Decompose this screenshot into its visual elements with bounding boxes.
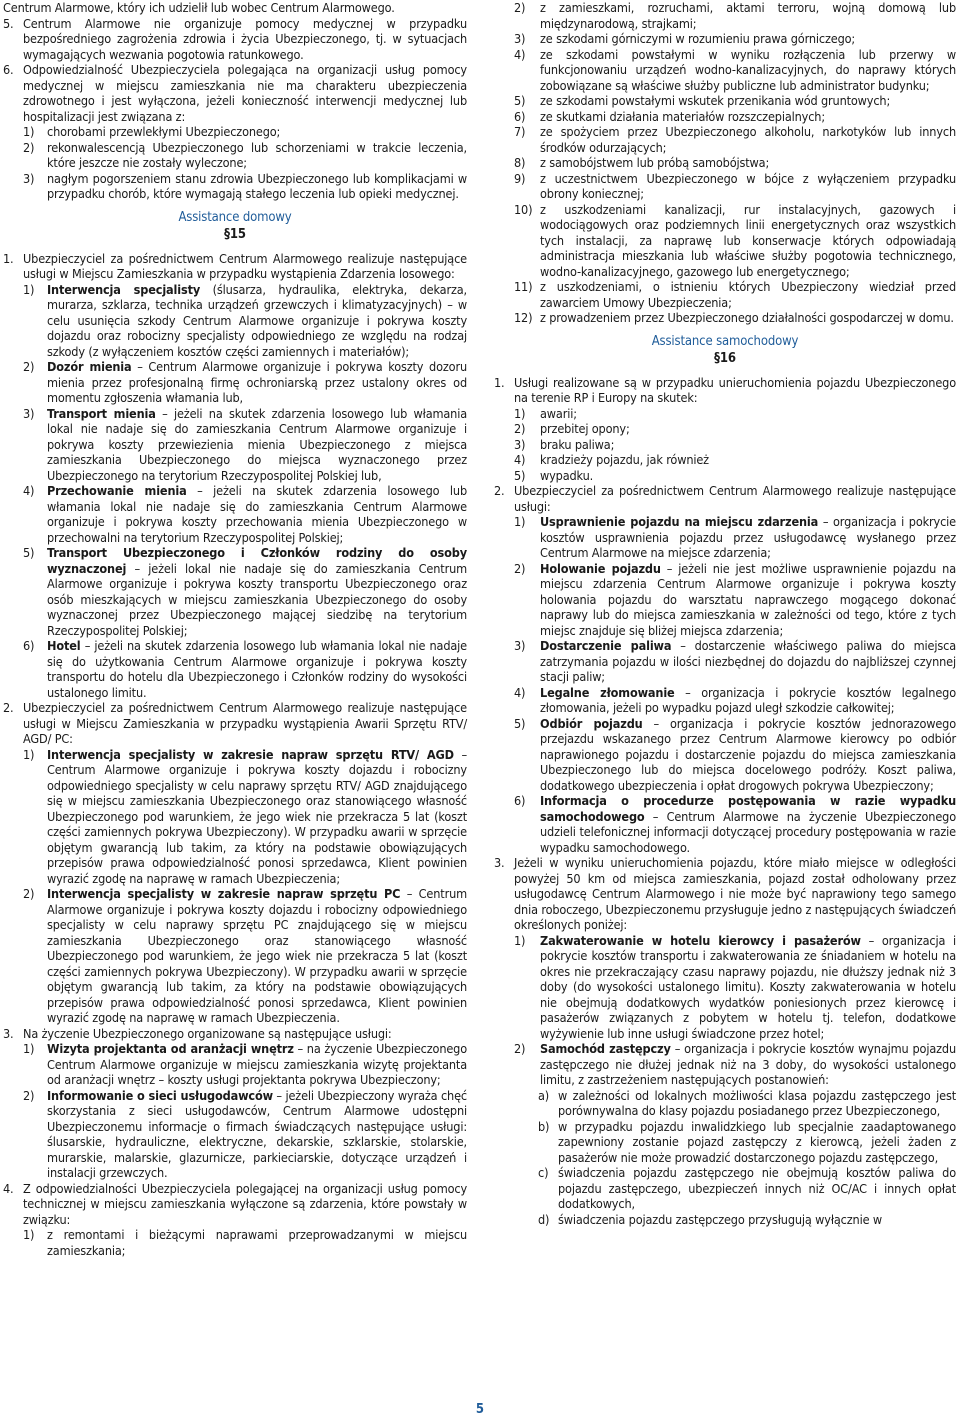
clause-6: 6. Odpowiedzialność Ubezpieczyciela polegająca na organizacji usług pomocy medycznej w miejscu zamieszkania nie ma charakteru ubezpieczenia zdrowotnego i jest wyłączona, jeżeli konieczność interwencji medycznej lub hospitalizacji jest związana z: [3, 62, 467, 124]
right-column [494, 0, 956, 1227]
list-item [514, 171, 956, 202]
list-item-text [540, 685, 956, 716]
list-item-text: wypadku. [540, 467, 594, 483]
list-item-number: 5) [514, 93, 526, 108]
list-item-body: – Centrum Alarmowe organizuje i pokrywa koszty dojazdu i robocizny odpowiedniego specjalisty w celu naprawy sprzętu PC znajdującego się w miejscu zamieszkania Ubezpieczonego oraz stanowiącego własność Ubezpieczonego pod warunkiem, że jego wiek nie przekracza 5 lat (koszt części zamiennych pokrywa Ubezpieczony). W przypadku awarii w sprzęcie objętym gwarancją lub takim, za który na podstawie obowiązujących przepisów prawa odpowiedzialność ponosi sprzedawca, Klient powinien wyrazić zgodę na naprawę w ramach Ubezpieczenia. [47, 886, 467, 1025]
list-item-text: z uszkodzeniami kanalizacji, rur instalacyjnych, gazowych i wodociągowych oraz podziemnych linii energetycznych oraz wszystkich tych instalacji, za naprawę lub konserwacje których odpowiadają administracja mieszkania lub właściwe służby pogotowia technicznego, wodno-kanalizacyjnego, gazowego lub energetycznego; [540, 201, 956, 279]
list-item [514, 421, 956, 437]
list-item-body: – dostarczenie właściwego paliwa do miejsca zatrzymania pojazdu w ilości niezbędnej do dojazdu do najbliższej czynnej stacji paliw; [540, 638, 956, 684]
list-item [538, 1088, 956, 1119]
list-item-body: – organizacja i pokrycie kosztów legalnego złomowania, jeżeli po wypadku pojazd uległ szkodzie całkowitej; [540, 684, 956, 715]
list-item-text [47, 406, 467, 484]
list-item-number: 2) [23, 359, 35, 374]
list-item-body: – jeżeli na skutek zdarzenia losowego lub włamania lokal nie nadaje się do zamieszkania Centrum Alarmowe organizuje i pokrywa koszty przechowania mienia Ubezpieczonego w przechowalni na terytorium Rzeczypospolitej Polskiej; [47, 483, 467, 545]
list-item-number: 3) [514, 638, 526, 653]
clause-16-3-sublist [494, 1088, 956, 1228]
clause-16-1: 1. Usługi realizowane są w przypadku unieruchomienia pojazdu Ubezpieczonego na terenie RP i Europy na skutek: [494, 374, 956, 405]
list-item [514, 685, 956, 716]
list-item [514, 452, 956, 468]
list-item [23, 545, 467, 638]
list-item-number: 2) [514, 0, 526, 15]
exclusions-continued-list [494, 0, 956, 326]
list-item [538, 1165, 956, 1212]
list-item-body: – Centrum Alarmowe na życzenie Ubezpieczonego udzieli telefonicznej informacji dotyczącej procedury postępowania w razie wypadku samochodowego. [540, 808, 956, 855]
list-item-number: 1) [23, 124, 35, 139]
list-item [23, 140, 467, 171]
list-item-text [47, 886, 467, 1026]
list-item-body: – jeżeli na skutek zdarzenia losowego lub włamania lokal nie nadaje się do zamieszkania Centrum Alarmowe organizuje i pokrywa koszty przewiezienia mienia Ubezpieczonego z miejsca zamieszkania Ubezpieczonego do miejsca wyznaczonego przez Ubezpieczonego na terytorium Rzeczypospolitej Polskiej lub, [47, 405, 467, 483]
list-item [514, 406, 956, 422]
list-item-number: 2) [23, 1087, 35, 1103]
list-item-text [47, 1088, 467, 1181]
list-item-body: – organizacja i pokrycie kosztów wynajmu pojazdu zastępczego nie dłużej jednak niż na 3 doby, do wysokości ustalonego limitu, z zastrzeżeniem następujących postanowień: [540, 1041, 956, 1087]
list-item-text: ze szkodami powstałymi w wyniku rozłączenia lub przerwy w funkcjonowaniu urządzeń wodno-kanalizacyjnych, do naprawy których zobowiązane są właściwe służby publiczne lub administrator budynku; [540, 46, 956, 93]
list-item-title: Dozór mienia [47, 359, 132, 374]
list-item-number: 4) [514, 684, 526, 700]
list-item [23, 124, 467, 140]
list-item-number: 3) [514, 436, 526, 452]
list-item-text: świadczenia pojazdu zastępczego przysługują wyłącznie w [558, 1211, 882, 1227]
section-heading-home: Assistance domowy [178, 209, 292, 225]
list-item-number: 5) [23, 545, 35, 560]
list-item-number: 5) [514, 467, 526, 483]
list-item-body: (ślusarza, hydraulika, elektryka, dekarza, murarza, szklarza, technika urządzeń grzewczych i klimatyzacyjnych) – w celu usunięcia szkody Centrum Alarmowe organizuje i pokrywa koszty dojazdu oraz robocizny specjalisty odpowiedniego ze względu na rodzaj szkody (z wyłączeniem kosztów części zamiennych i materiałów); [47, 281, 467, 359]
list-item-number: 3) [23, 405, 35, 421]
list-item-text [47, 638, 467, 700]
clause-16-2: 2. Ubezpieczyciel za pośrednictwem Centrum Alarmowego realizuje następujące usługi: [494, 483, 956, 514]
list-item-text: chorobami przewlekłymi Ubezpieczonego; [47, 124, 281, 139]
list-item [23, 638, 467, 700]
list-item-number: 2) [23, 886, 35, 901]
list-item [23, 886, 467, 1026]
list-item-number: 4) [514, 452, 526, 467]
list-item-number: 1) [23, 746, 35, 762]
list-item-text: ze spożyciem przez Ubezpieczonego alkoholu, narkotyków lub innych środków odurzających; [540, 124, 956, 155]
list-item-text: świadczenia pojazdu zastępczego nie obejmują kosztów paliwa do pojazdu zastępczego, ubezpieczeń innych niż OC/AC i innych opłat dodatkowych, [558, 1165, 956, 1211]
list-item [514, 109, 956, 125]
clause-15-3: 3. Na życzenie Ubezpieczonego organizowane są następujące usługi: [3, 1025, 392, 1041]
list-item-number: 1) [514, 514, 526, 529]
list-item-title: Wizyta projektanta od aranżacji wnętrz [47, 1041, 294, 1056]
clause-15-4: 4. Z odpowiedzialności Ubezpieczyciela polegającej na organizacji usług pomocy technicznej w miejscu zamieszkania wyłączone są zdarzenia, które powstały w związku: [3, 1180, 467, 1227]
list-item-text: nagłym pogorszeniem stanu zdrowia Ubezpieczonego lub komplikacjami w przypadku chorób, które wymagają stałego leczenia lub opieki medycznej. [47, 170, 467, 201]
list-item-text [47, 483, 467, 545]
list-item-number: 2) [514, 560, 526, 576]
list-item-number: c) [538, 1165, 549, 1180]
list-item-title: Informowanie o sieci usługodawców [47, 1087, 273, 1103]
list-item-title: Transport Ubezpieczonego i Członków rodziny do osoby wyznaczonej [47, 545, 467, 576]
clause-16-2-list [494, 514, 956, 855]
list-item-text: w przypadku pojazdu inwalidzkiego lub specjalnie zaadaptowanego zapewniony zostanie pojazd zastępczy z kierowcą, jeżeli żaden z pasażerów nie może prowadzić dostarczonego pojazdu zastępczego, [558, 1118, 956, 1165]
list-item-text [47, 1041, 467, 1088]
list-item-title: Zakwaterowanie w hotelu kierowcy i pasażerów [540, 932, 861, 948]
list-item-number: 5) [514, 715, 526, 731]
list-item [23, 747, 467, 887]
clause-16-3: 3. Jeżeli w wyniku unieruchomienia pojazdu, które miało miejsce w odległości powyżej 50 km od miejsca zamieszkania, pojazd został odholowany przez usługodawcę Centrum Alarmowego i nie może być naprawiony tego samego dnia roboczego, Ubezpieczonemu przysługuje jedno z następujących świadczeń określonych poniżej: [494, 855, 956, 932]
list-item-text: z zamieszkami, rozruchami, aktami terroru, wojną domową lub międzynarodową, strajkami; [540, 0, 956, 31]
list-item-title: Informacja o procedurze postępowania w razie wypadku samochodowego [540, 793, 956, 824]
list-item [514, 793, 956, 855]
list-item-text: awarii; [540, 405, 577, 421]
list-item-number: 7) [514, 124, 526, 139]
list-item-number: 1) [23, 1227, 35, 1242]
list-item-text: w zależności od lokalnych możliwości klasa pojazdu zastępczego jest porównywalna do klasy pojazdu posiadanego przez Ubezpieczonego, [558, 1087, 956, 1118]
list-item-number: b) [538, 1118, 550, 1134]
list-item-text [47, 282, 467, 360]
list-item [23, 406, 467, 484]
list-item-text [540, 1041, 956, 1088]
list-item [514, 310, 956, 326]
list-item-number: 8) [514, 155, 526, 170]
clause-15-2-list [3, 747, 467, 1026]
list-item [514, 31, 956, 47]
page-number: 5 [475, 1402, 485, 1417]
list-item [514, 155, 956, 171]
list-item-number: 3) [514, 31, 526, 46]
clause-15-1: 1. Ubezpieczyciel za pośrednictwem Centrum Alarmowego realizuje następujące usługi w Miejscu Zamieszkania w przypadku wystąpienia Zdarzenia losowego: [3, 250, 467, 281]
list-item-number: 6) [514, 793, 526, 808]
list-item-number: 2) [514, 421, 526, 436]
section-number-15: §15 [224, 227, 246, 242]
clause-15-4-list [3, 1227, 467, 1258]
list-item-number: 12) [514, 310, 533, 325]
list-item [538, 1119, 956, 1166]
list-item-title: Interwencja specjalisty w zakresie napraw sprzętu PC [47, 886, 401, 901]
list-item-body: – jeżeli lokal nie nadaje się do zamieszkania Centrum Alarmowe organizuje i pokrywa koszty transportu Ubezpieczonego oraz osób mieszkających w miejscu zamieszkania Ubezpieczonego do osoby wyznaczonej przez Ubezpieczonego mającej siedzibę na terytorium Rzeczypospolitej Polskiej; [47, 560, 467, 638]
list-item-text [540, 793, 956, 855]
list-item [514, 47, 956, 94]
list-item [514, 716, 956, 794]
clause-16-3-list [494, 933, 956, 1088]
list-item-text: ze skutkami działania materiałów rozszczepialnych; [540, 108, 825, 124]
list-item [514, 124, 956, 155]
list-item-number: d) [538, 1211, 550, 1227]
list-item-text: rekonwalescencją Ubezpieczonego lub schorzeniami w trakcie leczenia, które jeszcze nie zostały wyleczone; [47, 139, 467, 170]
section-number-16: §16 [714, 351, 736, 366]
clause-6-list [3, 124, 467, 202]
list-item-text: kradzieży pojazdu, jak również [540, 452, 709, 467]
list-item-body: – organizacja i pokrycie kosztów usprawnienia pojazdu przez usługodawcę wysłanego przez Centrum Alarmowe na miejsce zdarzenia; [540, 514, 956, 560]
list-item-number: 2) [23, 139, 35, 155]
list-item-text: braku paliwa; [540, 436, 615, 452]
list-item-body: – organizacja i pokrycie kosztów jednorazowego przejazdu wskazanego przez Centrum Alarmowe kierowcy po odbiór naprawionego pojazdu i dostarczenie pojazdu do miejsca zamieszkania Ubezpieczonego lub do miejsca docelowego podróży. Koszt paliwa, dodatkowego ubezpieczenia i opłat drogowych pokrywa Ubezpieczony; [540, 715, 956, 793]
list-item-title: Holowanie pojazdu [540, 560, 661, 576]
list-item-title: Legalne złomowanie [540, 684, 675, 700]
list-item [23, 1227, 467, 1258]
list-item-number: 6) [514, 108, 526, 124]
list-item-title: Przechowanie mienia [47, 483, 187, 498]
list-item-number: 10) [514, 201, 533, 217]
clause-15-1-list [3, 282, 467, 701]
clause-5: 5. Centrum Alarmowe nie organizuje pomocy medycznej w przypadku bezpośredniego zagrożenia zdrowia i życia Ubezpieczonego, tj. w sytuacjach wymagających wezwania pogotowia ratunkowego. [3, 15, 467, 62]
list-item-title: Dostarczenie paliwa [540, 638, 672, 653]
list-item-body: – Centrum Alarmowe organizuje i pokrywa koszty dozoru mienia przez profesjonalną firmę ochroniarską przez ustalony okres od momentu zgłoszenia włamania lub, [47, 359, 467, 405]
list-item [514, 93, 956, 109]
list-item-text [47, 747, 467, 887]
list-item-number: 4) [514, 46, 526, 62]
list-item [514, 933, 956, 1042]
list-item [514, 638, 956, 685]
intro-text: Centrum Alarmowe, który ich udzielił lub wobec Centrum Alarmowego. [3, 0, 395, 15]
list-item-text: z uczestnictwem Ubezpieczonego w bójce z wyłączeniem przypadku obrony koniecznej; [540, 170, 956, 201]
list-item-number: 4) [23, 483, 35, 498]
list-item-text: przebitej opony; [540, 421, 630, 436]
list-item [514, 561, 956, 639]
clause-15-3-list [3, 1041, 467, 1181]
list-item [23, 282, 467, 360]
list-item-body: – organizacja i pokrycie kosztów transportu i zakwaterowania ze śniadaniem w hotelu na okres nie przekraczający czasu naprawy pojazdu, nie dłuższy jednak niż 3 doby (do wysokości ustalonego limitu). Koszty zakwaterowania w hotelu nie obejmują dodatkowych wydatków poniesionych przez kierowcę i pasażerów związanych z pobytem w hotelu tj. telefon, dodatkowe wyżywienie lub inne usługi świadczone przez hotel; [540, 932, 957, 1041]
list-item-text [47, 545, 467, 638]
list-item [538, 1212, 956, 1228]
list-item-text: z uszkodzeniami, o istnieniu których Ubezpieczony wiedział przed zawarciem Umowy Ubezpieczenia; [540, 279, 956, 310]
list-item-number: 2) [514, 1041, 526, 1056]
list-item-number: 9) [514, 170, 526, 186]
list-item-title: Usprawnienie pojazdu na miejscu zdarzenia [540, 514, 819, 529]
list-item-number: 1) [514, 405, 526, 421]
list-item-text [47, 359, 467, 406]
list-item-title: Hotel [47, 638, 81, 653]
list-item-text: z remontami i bieżącymi naprawami przeprowadzanymi w miejscu zamieszkania; [47, 1227, 467, 1258]
list-item-text [540, 933, 956, 1042]
list-item-text: z samobójstwem lub próbą samobójstwa; [540, 155, 770, 170]
list-item-body: – na życzenie Ubezpieczonego Centrum Alarmowe organizuje w miejscu zamieszkania wizytę projektanta od aranżacji wnętrz – koszty usługi projektanta pokrywa Ubezpieczony; [47, 1041, 467, 1087]
list-item-body: – jeżeli Ubezpieczony wyraża chęć skorzystania z sieci usługodawców, Centrum Alarmowe udostępni Ubezpieczonemu informacje o firmach świadczących następujące usługi: ślusarskie, hydrauliczne, elektryczne, dekarskie, szklarskie, stolarskie, murarskie, malarskie, glazurnicze, parkieciarskie, dotyczące urządzeń i instalacji grzewczych. [47, 1087, 467, 1180]
clause-16-1-list [494, 406, 956, 484]
list-item-number: 1) [514, 932, 526, 948]
list-item-text [540, 514, 956, 561]
list-item [23, 1041, 467, 1088]
list-item [23, 483, 467, 545]
list-item-text: ze szkodami powstałymi wskutek przenikania wód gruntowych; [540, 93, 891, 108]
list-item-title: Interwencja specjalisty w zakresie napraw sprzętu RTV/ AGD [47, 746, 454, 762]
list-item-text: z prowadzeniem przez Ubezpieczonego działalności gospodarczej w domu. [540, 310, 954, 325]
list-item-text [540, 638, 956, 685]
list-item [514, 514, 956, 561]
list-item-body: – jeżeli na skutek zdarzenia losowego lub włamania lokal nie nadaje się do użytkowania Centrum Alarmowe organizuje i pokrywa koszty transportu do hotelu dla Ubezpieczonego i Członków rodziny do wysokości ustalonego limitu. [47, 638, 467, 700]
list-item [23, 1088, 467, 1181]
list-item-number: 1) [23, 1041, 35, 1056]
left-column [3, 0, 467, 1258]
list-item-body: – Centrum Alarmowe organizuje i pokrywa koszty dojazdu i robocizny odpowiedniego specjalisty w celu naprawy sprzętu RTV/ AGD znajdującego się w miejscu zamieszkania Ubezpieczonego oraz stanowiącego własność Ubezpieczonego pod warunkiem, że jego wiek nie przekracza 5 lat (koszt części zamiennych pokrywa Ubezpieczony). W przypadku awarii w sprzęcie objętym gwarancją lub takim, za który na podstawie obowiązujących przepisów prawa odpowiedzialność ponosi sprzedawca, Klient powinien wyrazić zgodę na naprawę w ramach Ubezpieczenia; [47, 746, 467, 886]
list-item-title: Samochód zastępczy [540, 1041, 671, 1056]
list-item [514, 1041, 956, 1088]
list-item-title: Odbiór pojazdu [540, 715, 643, 731]
list-item [514, 279, 956, 310]
list-item [514, 0, 956, 31]
clause-15-2: 2. Ubezpieczyciel za pośrednictwem Centrum Alarmowego realizuje następujące usługi w Miejscu Zamieszkania w przypadku wystąpienia Awarii Sprzętu RTV/ AGD/ PC: [3, 700, 467, 746]
list-item [514, 468, 956, 484]
list-item-title: Interwencja specjalisty [47, 281, 201, 297]
list-item-number: 11) [514, 279, 533, 294]
list-item-number: 6) [23, 638, 35, 653]
list-item [514, 437, 956, 453]
list-item-number: 3) [23, 170, 35, 186]
list-item-number: 1) [23, 281, 35, 297]
list-item-body: – jeżeli nie jest możliwe usprawnienie pojazdu na miejscu zdarzenia Centrum Alarmowe organizuje i pokrywa koszty holowania pojazdu do warsztatu naprawczego mogącego dokonać naprawy lub do miejsca zamieszkania w zależności od tego, które z tych miejsc znajduje się bliżej miejsca zdarzenia; [540, 560, 956, 638]
section-heading-car: Assistance samochodowy [651, 333, 799, 349]
list-item-text [540, 561, 956, 639]
list-item [23, 359, 467, 406]
list-item-text: ze szkodami górniczymi w rozumieniu prawa górniczego; [540, 31, 856, 46]
list-item [23, 171, 467, 202]
list-item-title: Transport mienia [47, 405, 156, 421]
list-item-text [540, 716, 956, 794]
list-item [514, 202, 956, 280]
list-item-number: a) [538, 1087, 550, 1103]
